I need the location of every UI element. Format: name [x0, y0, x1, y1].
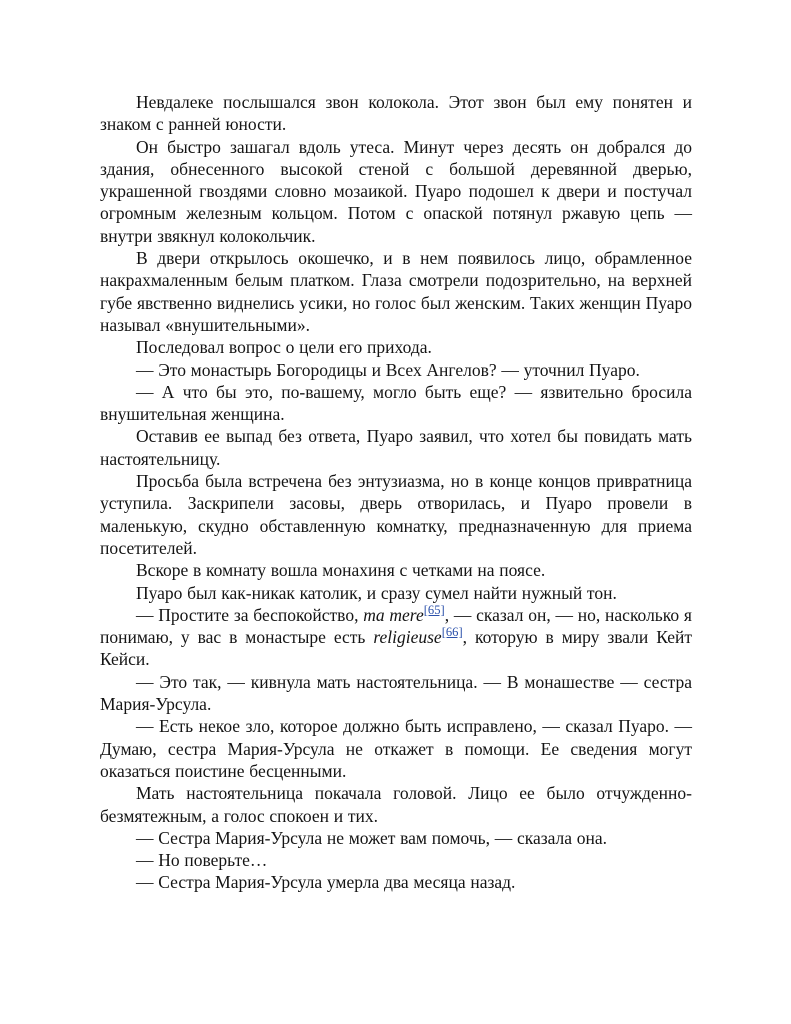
text-run: — Но поверьте…: [136, 850, 268, 871]
paragraph: [100, 425, 692, 470]
paragraph: [100, 336, 692, 358]
text-run: — Есть некое зло, которое должно быть исправлено, — сказал Пуаро. — Думаю, сестра Мария-Урсула не откажет в помощи. Ее сведения могут оказаться поистине бесценными.: [100, 716, 692, 781]
text-run: Он быстро зашагал вдоль утеса. Минут через десять он добрался до здания, обнесенного высокой стеной с большой деревянной дверью, украшенной гвоздями словно мозаикой. Пуаро подошел к двери и постучал огромным железным кольцом. Потом с опаской потянул ржавую цепь — внутри звякнул колокольчик.: [100, 136, 692, 246]
text-run: — А что бы это, по-вашему, могло быть еще? — язвительно бросила внушительная женщина.: [100, 381, 692, 425]
text-run: , — сказал он, — но, насколько я понимаю, у вас в монастыре есть: [100, 604, 692, 648]
text-run: Оставив ее выпад без ответа, Пуаро заявил, что хотел бы повидать мать настоятельницу.: [100, 426, 692, 469]
paragraph: [100, 827, 692, 849]
paragraph: [100, 871, 692, 893]
text-run: , которую в миру звали Кейт Кейси.: [100, 627, 692, 670]
paragraph: [100, 715, 692, 782]
page-text: [100, 91, 692, 894]
footnote-link[interactable]: [66]: [441, 625, 463, 640]
text-run: — Простите за беспокойство,: [136, 604, 364, 625]
text-run: Вскоре в комнату вошла монахиня с четками на поясе.: [136, 560, 546, 581]
paragraph: [100, 582, 692, 604]
paragraph: [100, 470, 692, 559]
paragraph: [100, 247, 692, 336]
footnote-ref: [424, 603, 445, 617]
paragraph: [100, 671, 692, 716]
text-run: — Сестра Мария-Урсула не может вам помочь, — сказала она.: [136, 827, 608, 848]
paragraph: [100, 782, 692, 827]
paragraph: [100, 559, 692, 581]
text-run: Просьба была встречена без энтузиазма, но в конце концов привратница уступила. Заскрипели засовы, дверь отворилась, и Пуаро провели в маленькую, скудно обставленную комнатку, предназначенную для приема посетителей.: [100, 471, 692, 558]
text-run: Мать настоятельница покачала головой. Лицо ее было отчужденно-безмятежным, а голос спокоен и тих.: [100, 783, 692, 826]
paragraph: [100, 604, 692, 671]
text-run: Пуаро был как-никак католик, и сразу сумел найти нужный тон.: [136, 582, 617, 603]
text-run: В двери открылось окошечко, и в нем появилось лицо, обрамленное накрахмаленным белым платком. Глаза смотрели подозрительно, на верхней губе явственно виднелись усики, но голос был женским. Таких женщин Пуаро называл «внушительными».: [100, 248, 692, 335]
paragraph: [100, 849, 692, 871]
text-run: ma mere: [363, 604, 424, 625]
paragraph: [100, 381, 692, 426]
footnote-link[interactable]: [65]: [423, 603, 445, 617]
text-run: — Это монастырь Богородицы и Всех Ангелов? — уточнил Пуаро.: [136, 359, 640, 380]
footnote-ref: [442, 625, 463, 639]
text-run: — Сестра Мария-Урсула умерла два месяца назад.: [136, 872, 516, 893]
paragraph: [100, 359, 692, 381]
text-run: Невдалеке послышался звон колокола. Этот звон был ему понятен и знаком с ранней юности.: [100, 92, 692, 135]
paragraph: [100, 136, 692, 247]
paragraph: [100, 91, 692, 136]
text-run: religieuse: [373, 627, 442, 648]
text-run: — Это так, — кивнула мать настоятельница. — В монашестве — сестра Мария-Урсула.: [100, 671, 692, 715]
text-run: Последовал вопрос о цели его прихода.: [136, 337, 432, 358]
